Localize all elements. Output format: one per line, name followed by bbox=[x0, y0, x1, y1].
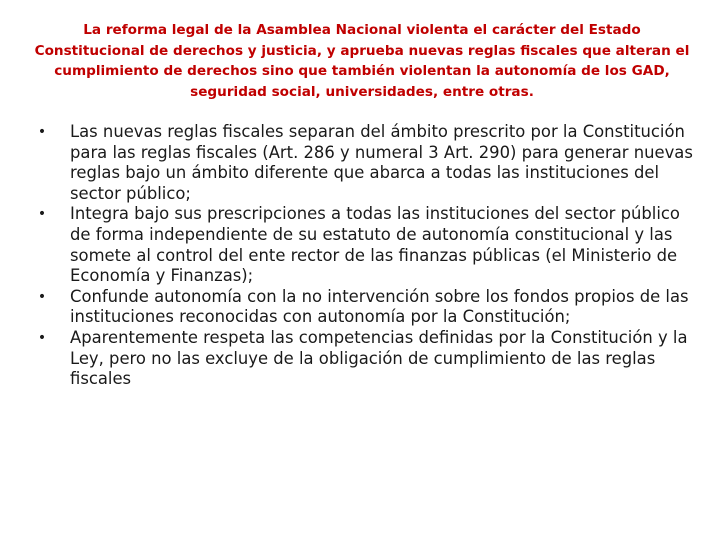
slide-title: La reforma legal de la Asamblea Nacional violenta el carácter del Estado Constitucional de derechos y justicia, y aprueba nuevas reglas fiscales que alteran el cumplimiento de derechos sino que también violentan la autonomía de los GAD, seguridad social, universidades, entre otras. bbox=[34, 22, 690, 100]
bullet-item bbox=[22, 328, 702, 390]
bullet-text: Integra bajo sus prescripciones a todas las instituciones del sector público de forma independiente de su estatuto de autonomía constitucional y las somete al control del ente rector de las finanzas públicas (el Ministerio de Economía y Finanzas); bbox=[70, 204, 680, 286]
bullet-text: Aparentemente respeta las competencias definidas por la Constitución y la Ley, pero no las excluye de la obligación de cumplimiento de las reglas fiscales bbox=[70, 327, 688, 389]
bullet-list bbox=[22, 122, 702, 390]
bullet-point-icon: • bbox=[37, 206, 47, 223]
bullet-point-icon: • bbox=[37, 124, 47, 140]
bullet-text: Las nuevas reglas fiscales separan del ámbito prescrito por la Constitución para las reglas fiscales (Art. 286 y numeral 3 Art. 290) para generar nuevas reglas bajo un ámbito diferente que abarca a todas las instituciones del sector público; bbox=[70, 122, 693, 203]
bullet-point-icon: • bbox=[37, 329, 47, 346]
bullet-point-icon: • bbox=[37, 288, 47, 305]
bullet-item bbox=[22, 287, 702, 328]
bullet-text: Confunde autonomía con la no intervención sobre los fondos propios de las instituciones reconocidas con autonomía por la Constitución; bbox=[70, 286, 689, 327]
bullet-item bbox=[22, 122, 702, 204]
bullet-item bbox=[22, 204, 702, 286]
